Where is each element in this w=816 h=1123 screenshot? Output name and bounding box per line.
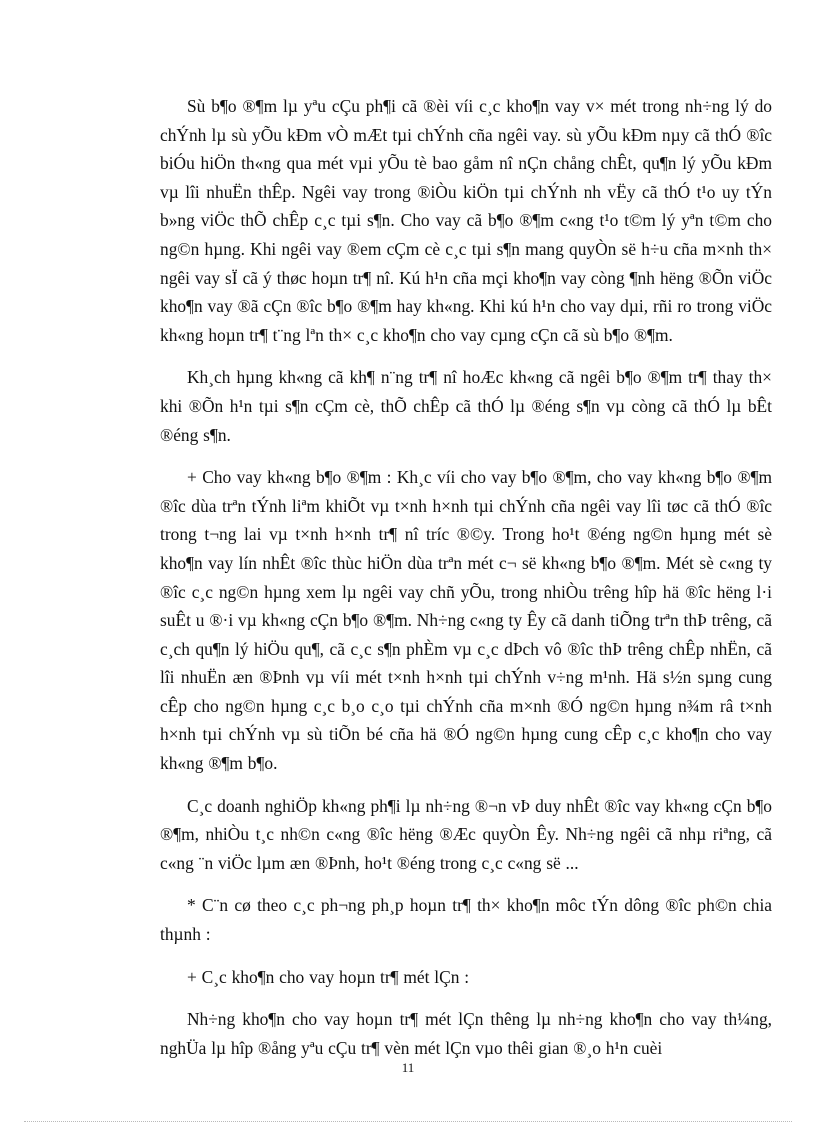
paragraph-businesses: C¸c doanh nghiÖp kh«ng ph¶i lµ nh÷ng ®¬n vÞ duy nhÊt ®îc vay kh«ng cÇn b¶o ®¶m, nhiÒu t¸c nh©n c«ng ®îc hëng ®Æc quyÒn Êy. Nh÷ng ngêi cã nhµ riªng, cã c«ng ¨n viÖc lµm æn ®Þnh, ho¹t ®éng trong c¸c c«ng së ... — [160, 795, 772, 873]
page-bottom-divider — [24, 1121, 792, 1122]
paragraph-unsecured-loans: + Cho vay kh«ng b¶o ®¶m : Kh¸c víi cho vay b¶o ®¶m, cho vay kh«ng b¶o ®¶m ®îc dùa trªn tÝnh liªm khiÕt vµ t×nh h×nh tµi chÝnh cña ngêi vay lîi tøc cã thÓ ®îc trong t¬ng lai vµ t×nh h×nh tr¶ nî tríc ®©y. Trong ho¹t ®éng ng©n hµng mét sè kho¶n vay lín nhÊt ®îc thùc hiÖn dùa trªn mét c¬ së kh«ng b¶o ®¶m. Mét sè c«ng ty ®îc c¸c ng©n hµng xem lµ ngêi vay chñ yÕu, trong nhiÒu trêng hîp hä ®îc hëng l·i suÊt u ®·i vµ kh«ng cÇn b¶o ®¶m. Nh÷ng c«ng ty Êy cã danh tiÕng trªn thÞ trêng, cã c¸ch qu¶n lý hiÖu qu¶, cã c¸c s¶n phÈm vµ c¸c dÞch vô ®îc thÞ trêng chÊp nhËn, cã lîi nhuËn æn ®Þnh vµ víi mét t×nh h×nh tµi chÝnh v÷ng m¹nh. Hä s½n sµng cung cÊp cho ng©n hµng c¸c b¸o c¸o tµi chÝnh cña m×nh ®Ó ng©n hµng n¾m râ t×nh h×nh tµi chÝnh vµ sù tiÕn bé cña hä ®Ó ng©n hµng cung cÊp c¸c kho¶n cho vay kh«ng ®¶m b¶o. — [160, 467, 772, 774]
body-text — [160, 92, 772, 1062]
page-number: 11 — [401, 1060, 415, 1075]
paragraph-single-repayment-heading: + C¸c kho¶n cho vay hoµn tr¶ mét lÇn : — [187, 966, 470, 987]
paragraph-collateral: Kh¸ch hµng kh«ng cã kh¶ n¨ng tr¶ nî hoÆc kh«ng cã ngêi b¶o ®¶m tr¶ thay th× khi ®Õn h¹n tµi s¶n cÇm cè, thÕ chÊp cã thÓ lµ ®éng s¶n vµ còng cã thÓ lµ bÊt ®éng s¶n. — [160, 367, 772, 445]
paragraph-single-repayment: Nh÷ng kho¶n cho vay hoµn tr¶ mét lÇn thêng lµ nh÷ng kho¶n cho vay th¼ng, nghÜa lµ hîp ®ång yªu cÇu tr¶ vèn mét lÇn vµo thêi gian ®¸o h¹n cuèi — [160, 1009, 772, 1058]
paragraph-repayment-methods: * C¨n cø theo c¸c ph¬ng ph¸p hoµn tr¶ th× kho¶n môc tÝn dông ®îc ph©n chia thµnh : — [160, 895, 772, 945]
paragraph-secured-loans: Sù b¶o ®¶m lµ yªu cÇu ph¶i cã ®èi víi c¸c kho¶n vay v× mét trong nh÷ng lý do chÝnh lµ sù yÕu kÐm vÒ mÆt tµi chÝnh cña ngêi vay. sù yÕu kÐm nµy cã thÓ ®îc biÓu hiÖn th«ng qua mét vµi yÕu tè bao gåm nî nÇn chång chÊt, qu¶n lý yÕu kÐm vµ lîi nhuËn thÊp. Ngêi vay trong ®iÒu kiÖn tµi chÝnh nh vËy cã thÓ t¹o uy tÝn b»ng viÖc thÕ chÊp c¸c tµi s¶n. Cho vay cã b¶o ®¶m c«ng t¹o t©m lý yªn t©m cho ng©n hµng. Khi ngêi vay ®em cÇm cè c¸c tµi s¶n mang quyÒn së h÷u cña m×nh th× ngêi vay sÏ cã ý thøc hoµn tr¶ nî. Kú h¹n cña mçi kho¶n vay còng ¶nh hëng ®Õn viÖc kho¶n vay ®ã cÇn ®îc b¶o ®¶m hay kh«ng. Khi kú h¹n cho vay dµi, rñi ro trong viÖc kh«ng hoµn tr¶ t¨ng lªn th× c¸c kho¶n cho vay cµng cÇn cã sù b¶o ®¶m. — [160, 96, 772, 345]
